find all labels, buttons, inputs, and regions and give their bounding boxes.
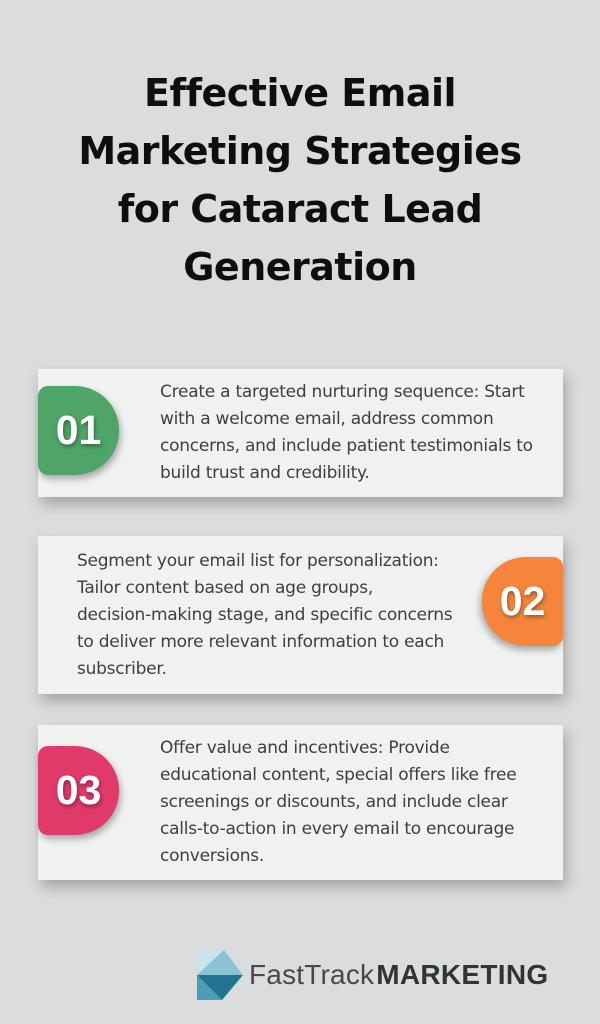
brand-name-marketing: MARKETING bbox=[376, 959, 549, 990]
step-number-3: 03 bbox=[55, 767, 102, 813]
step-card-2 bbox=[38, 536, 563, 694]
step-badge-1 bbox=[38, 386, 119, 475]
step-text-3: Offer value and incentives: Provide educational content, special offers like free screenings or discounts, and include clear calls-to-action in every email to encourage conversions. bbox=[160, 738, 517, 866]
step-card-3 bbox=[38, 725, 563, 880]
step-number-1: 01 bbox=[55, 407, 102, 453]
step-badge-2 bbox=[482, 557, 563, 646]
step-card-1 bbox=[38, 369, 563, 497]
page-title: Effective Email Marketing Strategies for Cataract Lead Generation bbox=[78, 71, 522, 289]
step-number-2: 02 bbox=[499, 578, 546, 624]
brand-name-fasttrack: FastTrack bbox=[249, 959, 375, 990]
step-text-2: Segment your email list for personalization: Tailor content based on age groups, decision-making stage, and specific concerns to deliver more relevant information to each subscriber. bbox=[77, 550, 453, 679]
fasttrack-logo-icon bbox=[197, 950, 243, 1000]
step-text-1: Create a targeted nurturing sequence: Start with a welcome email, address common concerns, and include patient testimonials to build trust and credibility. bbox=[160, 382, 533, 483]
step-badge-3 bbox=[38, 746, 119, 835]
footer-logo bbox=[197, 950, 548, 1000]
